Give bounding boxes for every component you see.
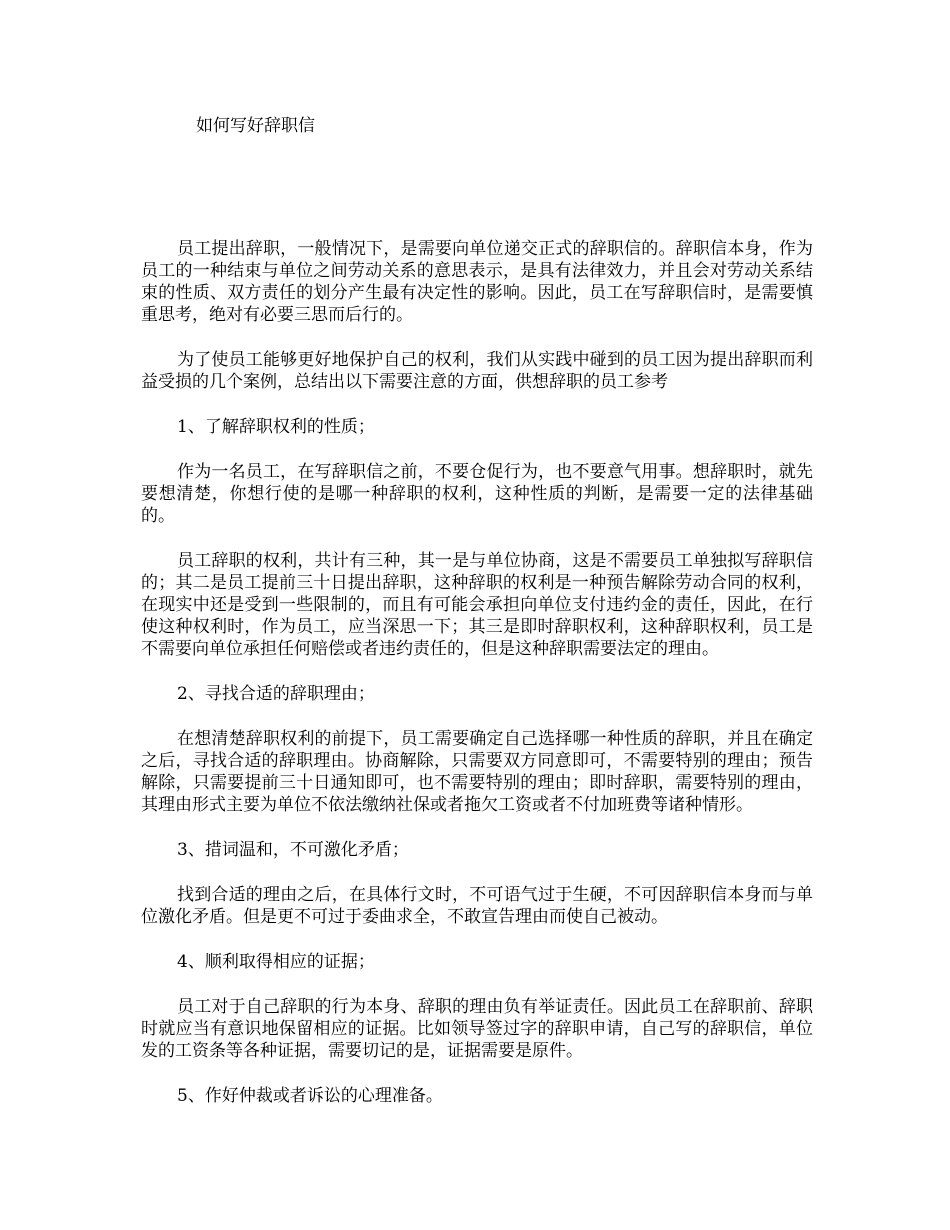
paragraph-section-4: 员工对于自己辞职的行为本身、辞职的理由负有举证责任。因此员工在辞职前、辞职时就应当有意识地保留相应的证据。比如领导签过字的辞职申请，自己写的辞职信，单位发的工资条等各种证据，需要切记的是，证据需要是原件。	[141, 997, 813, 1061]
paragraph-rights: 员工辞职的权利，共计有三种，其一是与单位协商，这是不需要员工单独拟写辞职信的；其二是员工提前三十日提出辞职，这种辞职的权利是一种预告解除劳动合同的权利，在现实中还是受到一些限制的，而且有可能会承担向单位支付违约金的责任，因此，在行使这种权利时，作为员工，应当深思一下；其三是即时辞职权利，这种辞职权利，员工是不需要向单位承担任何赔偿或者违约责任的，但是这种辞职需要法定的理由。	[141, 551, 813, 659]
section-heading-5: 5、作好仲裁或者诉讼的心理准备。	[177, 1086, 443, 1106]
paragraph-purpose: 为了使员工能够更好地保护自己的权利，我们从实践中碰到的员工因为提出辞职而利益受损的几个案例，总结出以下需要注意的方面，供想辞职的员工参考	[141, 350, 813, 392]
section-heading-1: 1、了解辞职权利的性质；	[177, 417, 375, 437]
paragraph-section-2: 在想清楚辞职权利的前提下，员工需要确定自己选择哪一种性质的辞职，并且在确定之后，寻找合适的辞职理由。协商解除，只需要双方同意即可，不需要特别的理由；预告解除，只需要提前三十日通知即可，也不需要特别的理由；即时辞职，需要特别的理由，其理由形式主要为单位不依法缴纳社保或者拖欠工资或者不付加班费等诸种情形。	[141, 729, 813, 815]
paragraph-section-1: 作为一名员工，在写辞职信之前，不要仓促行为，也不要意气用事。想辞职时，就先要想清楚，你想行使的是哪一种辞职的权利，这种性质的判断，是需要一定的法律基础的。	[141, 462, 813, 526]
document-body	[141, 238, 813, 1130]
document-title: 如何写好辞职信	[196, 116, 315, 136]
paragraph-intro: 员工提出辞职，一般情况下，是需要向单位递交正式的辞职信的。辞职信本身，作为员工的一种结束与单位之间劳动关系的意思表示，是具有法律效力，并且会对劳动关系结束的性质、双方责任的划分产生最有决定性的影响。因此，员工在写辞职信时，是需要慎重思考，绝对有必要三思而后行的。	[141, 239, 813, 325]
section-heading-2: 2、寻找合适的辞职理由；	[177, 684, 375, 704]
section-heading-3: 3、措词温和，不可激化矛盾；	[177, 840, 409, 860]
section-heading-4: 4、顺利取得相应的证据；	[177, 952, 375, 972]
paragraph-section-3: 找到合适的理由之后，在具体行文时，不可语气过于生硬，不可因辞职信本身而与单位激化矛盾。但是更不可过于委曲求全，不敢宣告理由而使自己被动。	[141, 885, 813, 927]
